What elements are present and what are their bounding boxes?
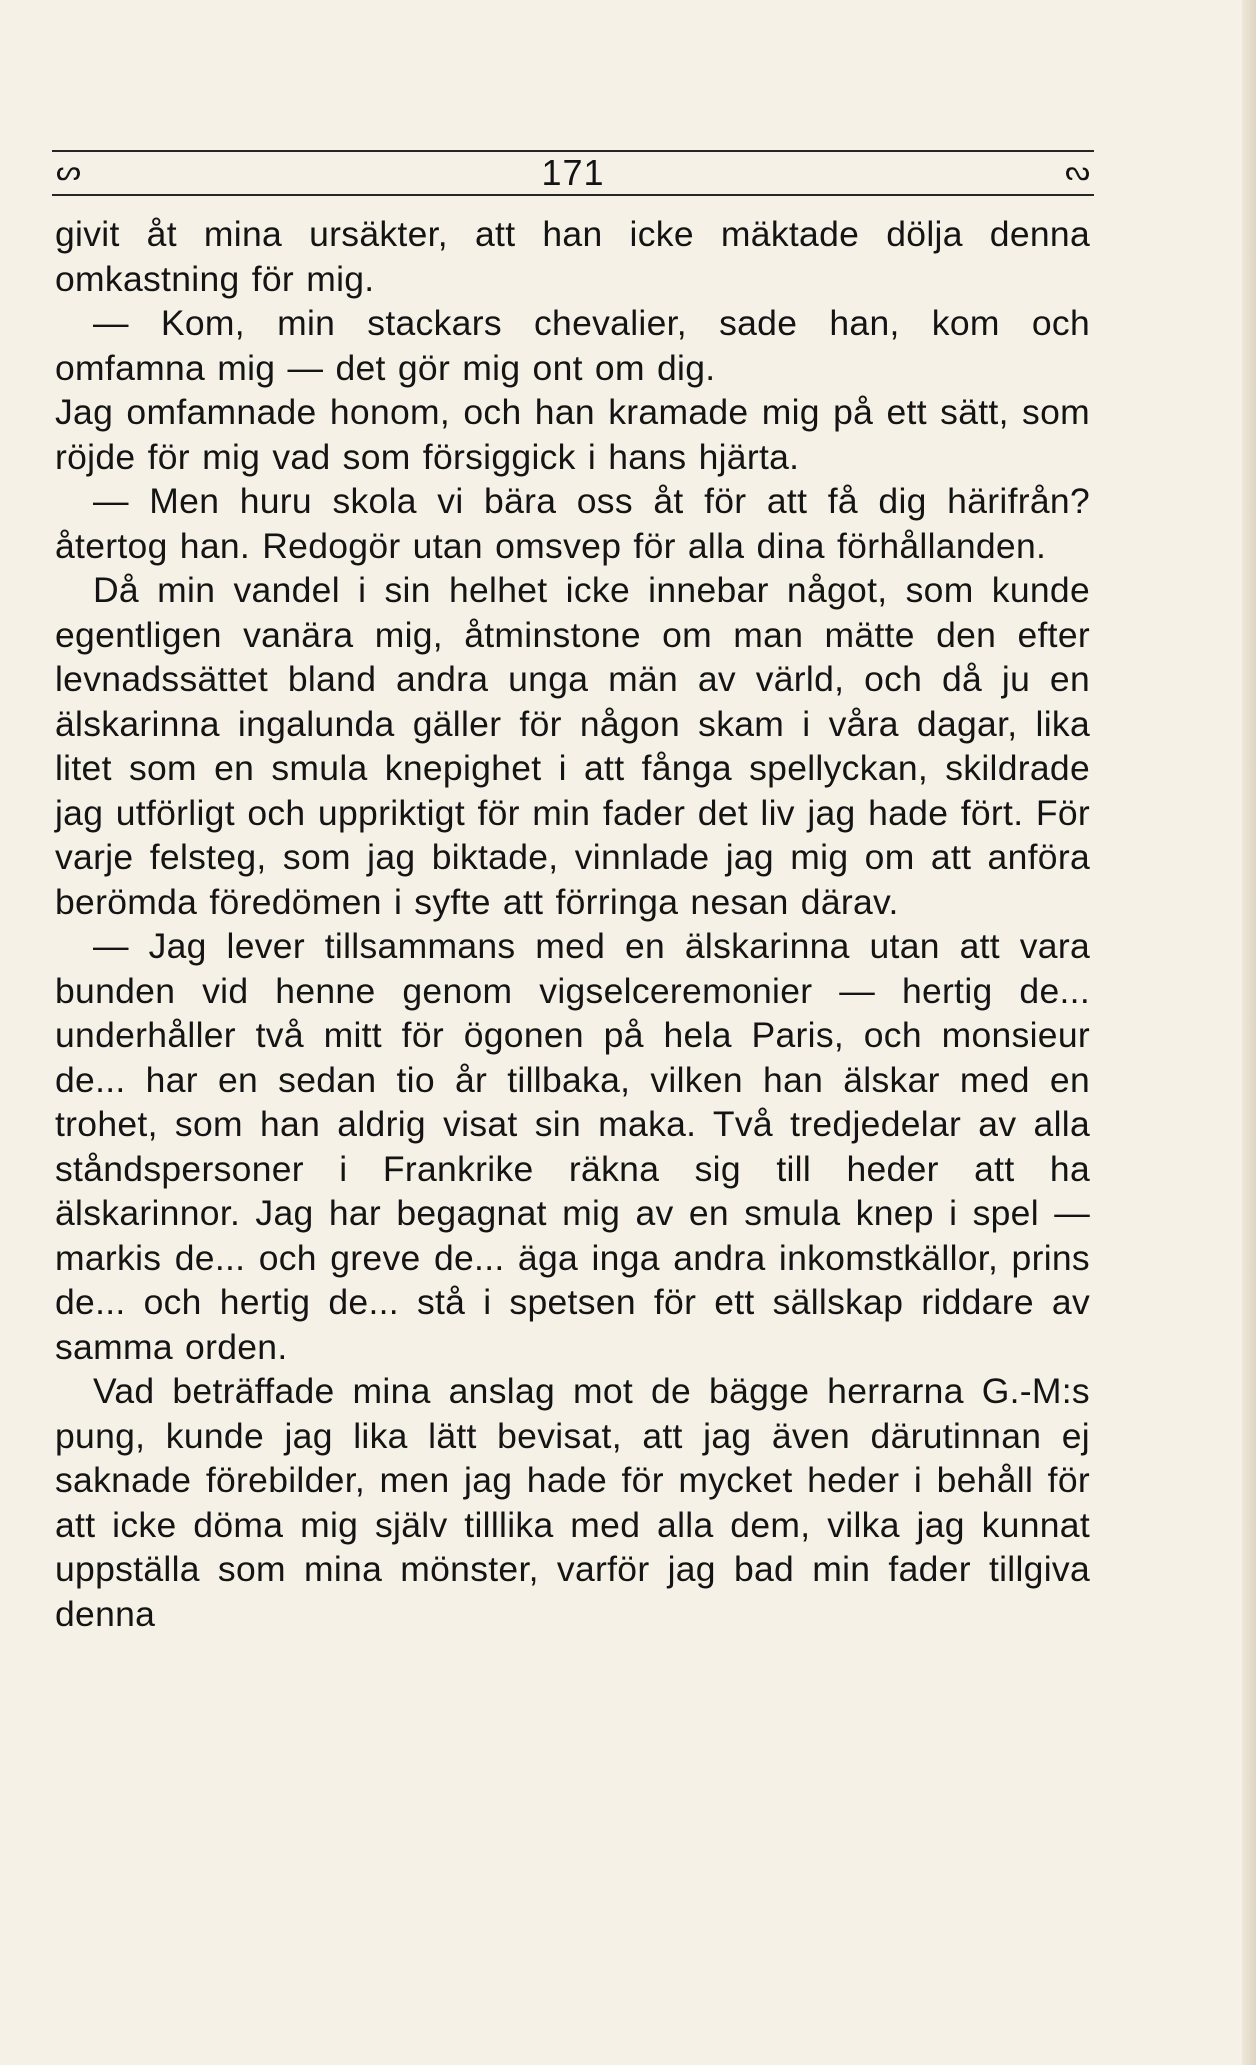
body-text <box>55 212 1090 1636</box>
decorative-flourish-icon: ᔕ <box>1065 154 1090 187</box>
paragraph: — Men huru skola vi bära oss åt för att få dig härifrån? återtog han. Redogör utan omsvep för alla dina förhållanden. <box>55 481 1090 566</box>
paragraph: — Kom, min stackars chevalier, sade han, kom och omfamna mig — det gör mig ont om dig. <box>55 303 1090 388</box>
paragraph: givit åt mina ursäkter, att han icke mäktade dölja denna omkastning för mig. <box>55 214 1090 299</box>
page-number: 171 <box>541 152 605 193</box>
decorative-flourish-icon: ᔕ <box>56 154 81 187</box>
header-rule-bottom <box>52 194 1094 196</box>
paragraph: — Jag lever tillsammans med en älskarinna utan att vara bunden vid henne genom vigselceremonier — hertig de... underhåller två mitt för ögonen på hela Paris, och monsieur de... har en sedan tio år tillbaka, vilken han älskar med en trohet, som han aldrig visat sin maka. Två tredjedelar av alla ståndspersoner i Frankrike räkna sig till heder att ha älskarinnor. Jag har begagnat mig av en smula knep i spel — markis de... och greve de... äga inga andra inkomstkällor, prins de... och hertig de... stå i spetsen för ett sällskap riddare av samma orden. <box>55 926 1090 1367</box>
page-edge-shadow <box>1242 0 1256 2065</box>
page-header <box>52 150 1094 196</box>
paragraph: Vad beträffade mina anslag mot de bägge herrarna G.-M:s pung, kunde jag lika lätt bevisat, att jag även därutinnan ej saknade förebilder, men jag hade för mycket heder i behåll för att icke döma mig själv tilllika med alla dem, vilka jag kunnat uppställa som mina mönster, varför jag bad min fader tillgiva denna <box>55 1371 1090 1634</box>
paragraph: Jag omfamnade honom, och han kramade mig på ett sätt, som röjde för mig vad som försiggick i hans hjärta. <box>55 392 1090 477</box>
paragraph: Då min vandel i sin helhet icke innebar något, som kunde egentligen vanära mig, åtminstone om man mätte den efter levnadssättet bland andra unga män av värld, och då ju en älskarinna ingalunda gäller för någon skam i våra dagar, lika litet som en smula knepighet i att fånga spellyckan, skildrade jag utförligt och uppriktigt för min fader det liv jag hade fört. För varje felsteg, som jag biktade, vinnlade jag mig om att anföra berömda föredömen i syfte att förringa nesan därav. <box>55 570 1090 922</box>
